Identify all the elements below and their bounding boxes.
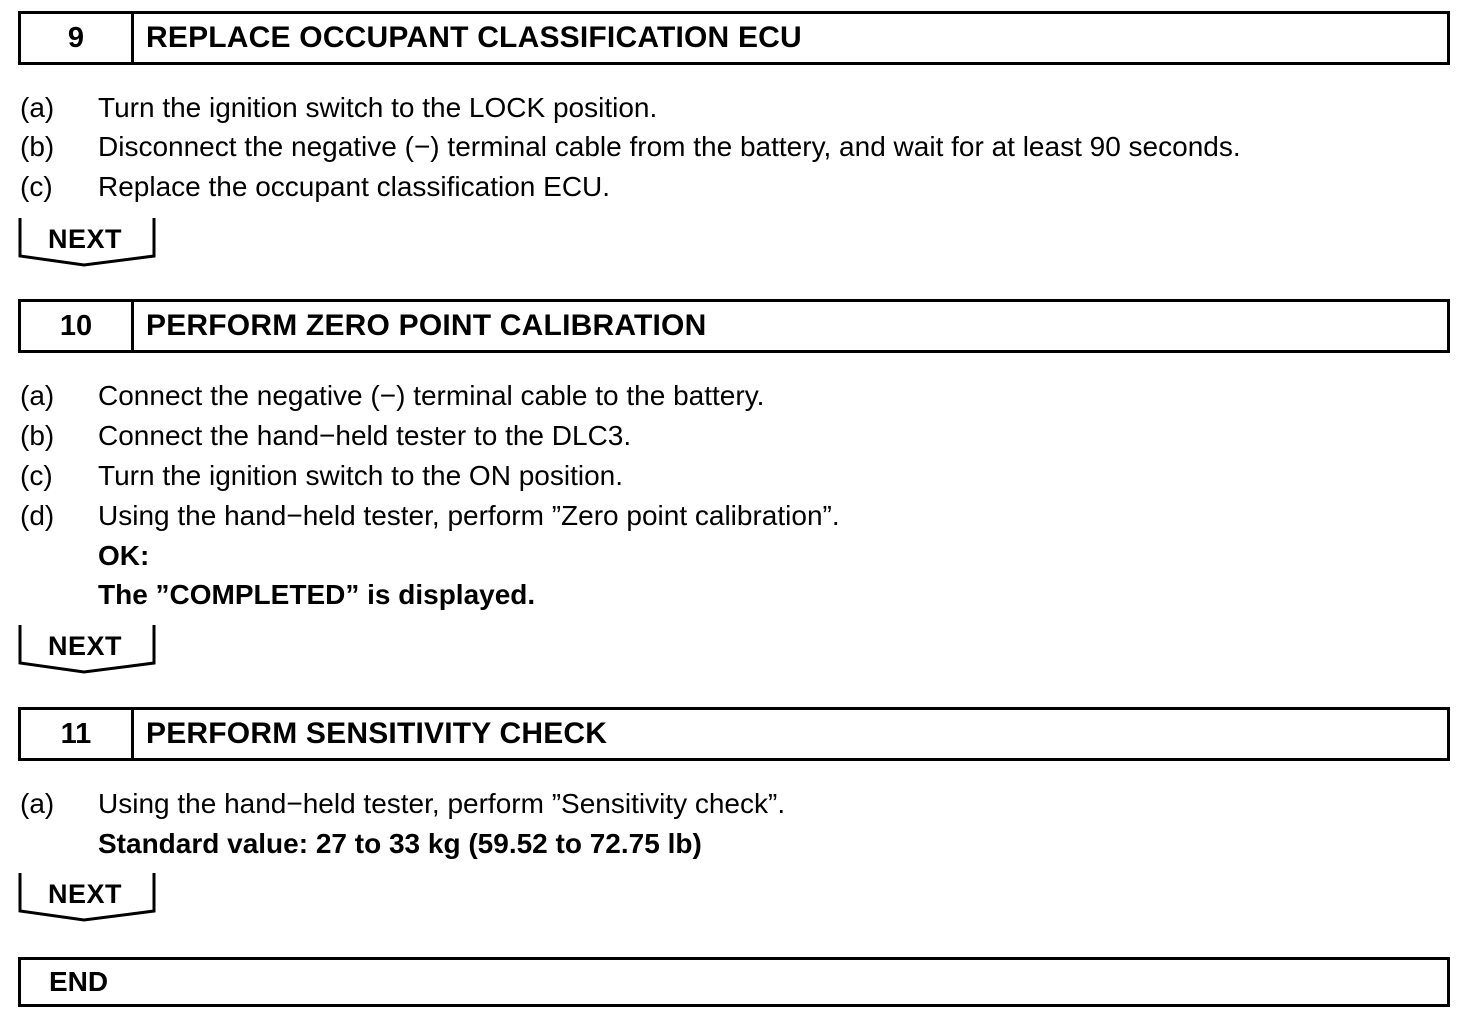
next-button[interactable] <box>18 625 156 673</box>
item-text: Replace the occupant classification ECU. <box>98 171 611 202</box>
step-title: PERFORM SENSITIVITY CHECK <box>146 717 608 750</box>
step-item <box>20 460 623 492</box>
item-letter: (a) <box>20 788 55 819</box>
item-text: Turn the ignition switch to the LOCK position. <box>98 92 658 123</box>
item-letter: (d) <box>20 500 55 531</box>
step-number: 9 <box>21 14 134 62</box>
end-box <box>18 957 1450 1007</box>
step-title: REPLACE OCCUPANT CLASSIFICATION ECU <box>146 21 802 54</box>
item-letter: (c) <box>20 460 53 491</box>
step-item <box>20 92 657 124</box>
step-9-header <box>18 11 1450 65</box>
step-number: 10 <box>21 302 134 350</box>
step-title: PERFORM ZERO POINT CALIBRATION <box>146 309 707 342</box>
item-text: Using the hand−held tester, perform ”Sensitivity check”. <box>98 788 786 819</box>
step-10-header <box>18 299 1450 353</box>
step-item <box>20 131 1241 163</box>
item-text: Connect the hand−held tester to the DLC3. <box>98 420 632 451</box>
item-text: Connect the negative (−) terminal cable to the battery. <box>98 380 765 411</box>
step-item <box>20 380 764 412</box>
next-label: NEXT <box>47 631 122 661</box>
step-number: 11 <box>21 710 134 758</box>
end-label: END <box>49 966 109 997</box>
item-letter: (b) <box>20 131 55 162</box>
standard-value: Standard value: 27 to 33 kg (59.52 to 72.75 lb) <box>98 828 702 859</box>
item-text: Disconnect the negative (−) terminal cable from the battery, and wait for at least 90 seconds. <box>98 131 1241 162</box>
step-item <box>20 420 631 452</box>
next-label: NEXT <box>47 224 122 254</box>
step-11-header <box>18 707 1450 761</box>
next-button[interactable] <box>18 873 156 921</box>
step-item <box>20 788 785 820</box>
item-letter: (a) <box>20 380 55 411</box>
item-letter: (b) <box>20 420 55 451</box>
ok-label: OK: <box>98 540 150 571</box>
ok-condition: The ”COMPLETED” is displayed. <box>98 579 536 610</box>
next-button[interactable] <box>18 218 156 266</box>
item-letter: (a) <box>20 92 55 123</box>
item-letter: (c) <box>20 171 53 202</box>
item-text: Turn the ignition switch to the ON position. <box>98 460 623 491</box>
step-item <box>20 500 840 532</box>
item-text: Using the hand−held tester, perform ”Zero point calibration”. <box>98 500 840 531</box>
step-item <box>20 171 610 203</box>
next-label: NEXT <box>47 879 122 909</box>
